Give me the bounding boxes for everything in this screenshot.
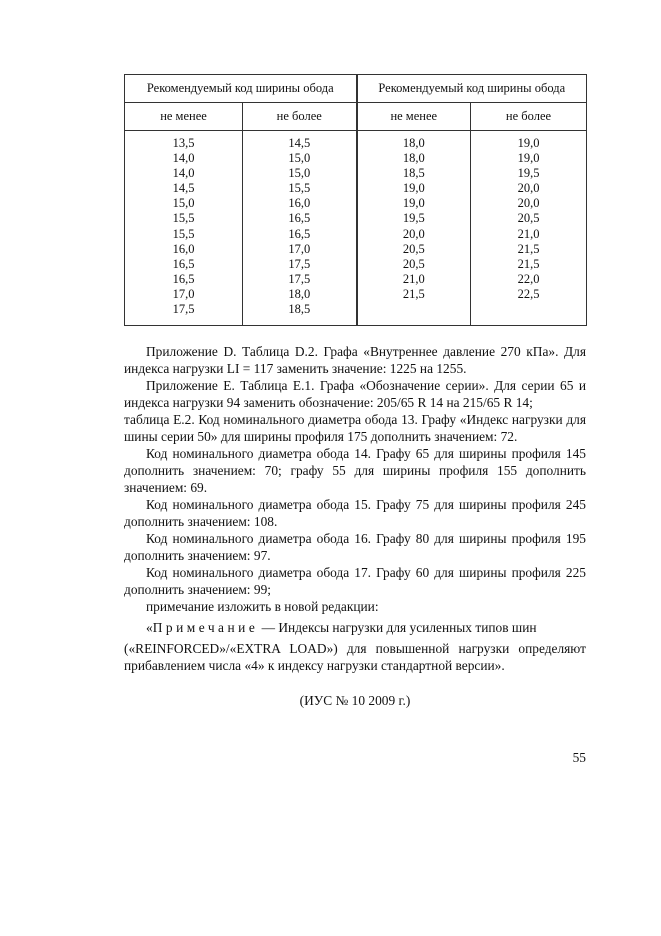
table-cell-value: 15,5	[172, 211, 195, 226]
note-first-line: «Примечание — Индексы нагрузки для усиленных типов шин	[146, 620, 537, 635]
rim-width-table	[124, 74, 587, 326]
note-first-line-text: — Индексы нагрузки для усиленных типов шин	[258, 620, 537, 635]
table-cell-value: 21,5	[517, 256, 540, 271]
table-cell-value: 18,5	[288, 302, 311, 317]
group-header-left: Рекомендуемый код ширины обода	[125, 75, 357, 103]
sub-header-max-left: не более	[243, 103, 357, 131]
table-cell-value: 15,0	[172, 196, 195, 211]
table-cell-value: 20,0	[517, 181, 540, 196]
table-cell-value: 17,0	[172, 286, 195, 301]
page-number: 55	[572, 750, 586, 765]
table-cell-value: 20,5	[517, 211, 540, 226]
table-cell-value: 21,0	[517, 226, 540, 241]
table-cell-value: 17,5	[172, 302, 195, 317]
table-cell-value: 19,0	[402, 196, 425, 211]
table-cell-value: 16,5	[288, 211, 311, 226]
paragraph-rim-16: Код номинального диаметра обода 16. Графу 80 для ширины профиля 195 дополнить значением: 97.	[124, 531, 586, 563]
column-min-left	[125, 131, 243, 326]
table-cell-value: 15,0	[288, 151, 311, 166]
table-cell-value: 19,0	[517, 136, 540, 150]
table-cell-value: 14,5	[172, 181, 195, 196]
table-cell-value: 14,5	[288, 136, 311, 150]
sub-header-min-right: не менее	[357, 103, 471, 131]
table-cell-value: 20,5	[402, 256, 425, 271]
paragraph-table-e2: таблица E.2. Код номинального диаметра обода 13. Графу «Индекс нагрузки для шины серии 50» для ширины профиля 175 дополнить значением: 72.	[124, 412, 586, 444]
table-cell-value: 18,0	[402, 151, 425, 166]
table-cell-value: 16,5	[172, 271, 195, 286]
paragraph-rim-14: Код номинального диаметра обода 14. Графу 65 для ширины профиля 145 дополнить значением: 70; графу 55 для ширины профиля 155 дополнить значением: 69.	[124, 446, 586, 495]
table-cell-value: 18,0	[402, 136, 425, 150]
table-cell-value: 20,5	[402, 241, 425, 256]
table-cell-value: 16,5	[288, 226, 311, 241]
table-cell-value: 15,0	[288, 166, 311, 181]
table-cell-value: 16,0	[172, 241, 195, 256]
table-cell-value: 14,0	[172, 166, 195, 181]
column-min-right	[357, 131, 471, 326]
sub-header-max-right: не более	[471, 103, 587, 131]
table-cell-value: 17,5	[288, 271, 311, 286]
table-cell-value: 15,5	[172, 226, 195, 241]
paragraph-appendix-d: Приложение D. Таблица D.2. Графа «Внутреннее давление 270 кПа». Для индекса нагрузки LI = 117 заменить значение: 1225 на 1255.	[124, 344, 586, 376]
paragraph-note-intro: примечание изложить в новой редакции:	[146, 599, 379, 614]
table-cell-value: 17,5	[288, 256, 311, 271]
table-cell-value: 22,5	[517, 286, 540, 301]
table-cell-value: 19,5	[517, 166, 540, 181]
sub-header-min-left: не менее	[125, 103, 243, 131]
note-label: Примечание	[152, 620, 259, 635]
group-header-right: Рекомендуемый код ширины обода	[357, 75, 587, 103]
table-cell-value: 13,5	[172, 136, 195, 150]
table-cell-value: 19,0	[517, 151, 540, 166]
table-cell-value: 14,0	[172, 151, 195, 166]
paragraph-rim-17: Код номинального диаметра обода 17. Графу 60 для ширины профиля 225 дополнить значением: 99;	[124, 565, 586, 597]
table-cell-value: 21,5	[402, 286, 425, 301]
table-cell-value: 19,5	[402, 211, 425, 226]
amendment-text	[124, 343, 586, 674]
paragraph-appendix-e: Приложение E. Таблица E.1. Графа «Обозначение серии». Для серии 65 и индекса нагрузки 94 заменить обозначение: 205/65 R 14 на 215/65 R 14;	[124, 378, 586, 410]
table-cell-value: 21,5	[517, 241, 540, 256]
table-cell-value: 16,0	[288, 196, 311, 211]
table-cell-value: 18,0	[288, 286, 311, 301]
table-cell-value: 20,0	[517, 196, 540, 211]
paragraph-rim-15: Код номинального диаметра обода 15. Графу 75 для ширины профиля 245 дополнить значением: 108.	[124, 497, 586, 529]
table-cell-value: 22,0	[517, 271, 540, 286]
table-cell-value: 21,0	[402, 271, 425, 286]
table-cell-value: 15,5	[288, 181, 311, 196]
column-max-left	[243, 131, 357, 326]
table-cell-value: 20,0	[402, 226, 425, 241]
table-cell-value: 18,5	[402, 166, 425, 181]
ius-reference: (ИУС № 10 2009 г.)	[299, 693, 411, 708]
table-cell-value: 19,0	[402, 181, 425, 196]
column-max-right	[471, 131, 587, 326]
table-cell-value: 16,5	[172, 256, 195, 271]
note-rest: («REINFORCED»/«EXTRA LOAD») для повышенной нагрузки определяют прибавлением числа «4» к индексу нагрузки стандартной версии».	[124, 641, 586, 673]
table-cell-value: 17,0	[288, 241, 311, 256]
